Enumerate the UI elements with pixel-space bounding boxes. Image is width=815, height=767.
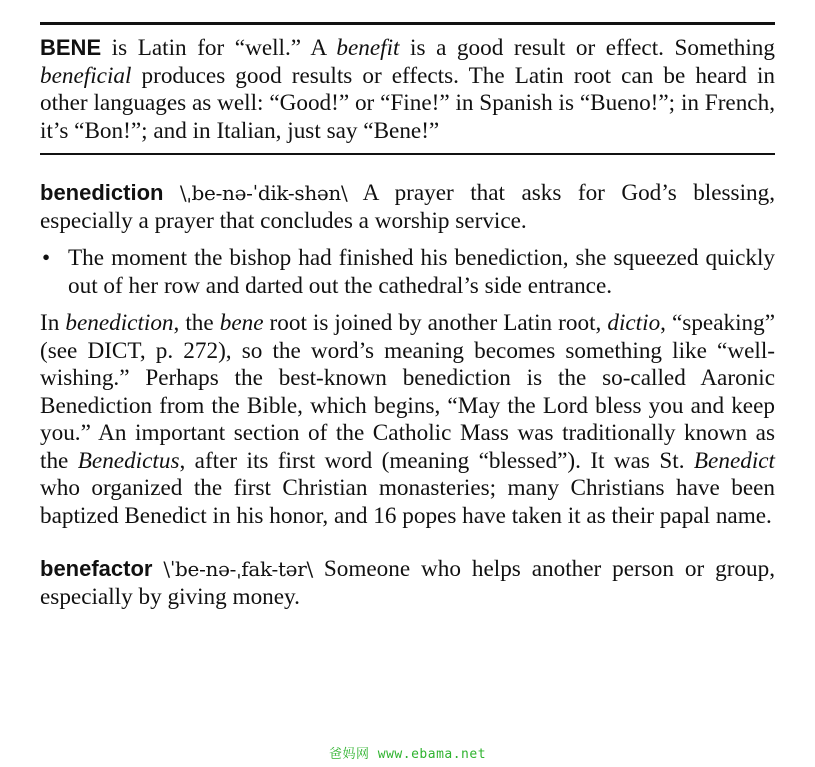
para-italic-benedict: Benedict (693, 447, 776, 474)
benefactor-headword: benefactor (40, 556, 153, 581)
para-text-5: who organized the first Christian monasteries; many Christians have been baptized Benedict in his honor, and 16 popes have taken it as their papal name. (40, 475, 775, 529)
root-headword: BENE (40, 35, 102, 60)
para-italic-dictio: dictio (607, 310, 661, 336)
benediction-pronunciation: \ˌbe-nə-ˈdik-shən\ (179, 181, 348, 205)
para-text-0: In (40, 310, 66, 336)
para-text-3: , “speaking” (see DICT, p. 272), so the word’s meaning becomes something like “well-wishing.” Perhaps the best-known benediction is the so-called Aaronic Benediction from the Bible, which begins, “May the Lord bless you and keep you.” An important section of the Catholic Mass was traditionally known as the (40, 310, 776, 474)
benediction-definition: A prayer that asks for God’s blessing, especially a prayer that concludes a worship service. (40, 180, 776, 234)
example-text: The moment the bishop had finished his benediction, she squeezed quickly out of her row and darted out the cathedral’s side entrance. (68, 245, 775, 299)
root-italic-benefit: benefit (336, 35, 400, 61)
para-italic-benedictus: Benedictus (77, 447, 180, 474)
dictionary-page (40, 0, 775, 611)
root-text-3: produces good results or effects. The Latin root can be heard in other languages as well: “Good!” or “Fine!” in Spanish is “Bueno!”; in French, it’s “Bon!”; and in Italian, just say “Bene!” (40, 62, 775, 144)
para-text-4: , after its first word (meaning “blessed”). It was St. (179, 447, 694, 474)
root-text-1: is Latin for “well.” A (101, 35, 337, 61)
para-italic-benediction: benediction (65, 310, 174, 336)
entry-benediction (40, 179, 775, 235)
para-text-2: root is joined by another Latin root, (263, 310, 608, 336)
benefactor-pronunciation: \ˈbe-nə-ˌfak-tər\ (163, 557, 313, 581)
benediction-paragraph (40, 310, 775, 530)
root-italic-beneficial: beneficial (40, 62, 132, 89)
para-text-1: , the (173, 310, 220, 336)
watermark: 爸妈网 www.ebama.net (328, 747, 487, 762)
entry-benefactor (40, 555, 775, 611)
root-word-box (40, 25, 775, 145)
para-italic-bene: bene (219, 310, 264, 336)
example-bullet: • (42, 245, 51, 271)
benediction-headword: benediction (40, 180, 164, 205)
section-rule (40, 153, 775, 155)
root-text-2: is a good result or effect. Something (399, 35, 775, 61)
benediction-example (40, 245, 775, 300)
benefactor-definition: Someone who helps another person or group, especially by giving money. (40, 556, 775, 610)
